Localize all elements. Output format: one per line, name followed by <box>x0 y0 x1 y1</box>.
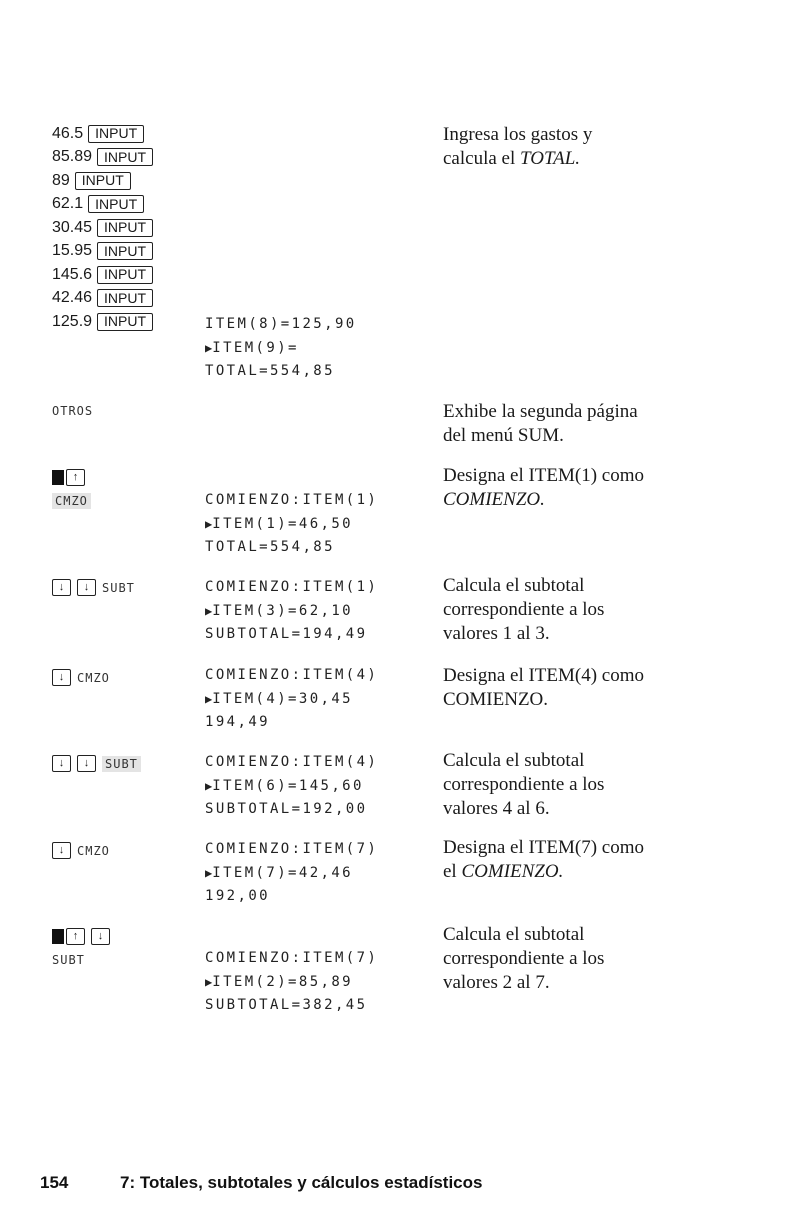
step-down-cmzo <box>52 839 110 863</box>
step-down-cmzo <box>52 666 110 690</box>
display-line: COMIENZO:ITEM(1) <box>205 492 379 508</box>
input-key: INPUT <box>97 219 153 237</box>
entry-value: 42.46 <box>52 289 93 307</box>
down-arrow-key: ↓ <box>77 579 96 596</box>
pointer-icon: ▶ <box>205 974 213 989</box>
input-key: INPUT <box>97 313 153 331</box>
display-line: SUBTOTAL=194,49 <box>205 626 368 642</box>
entry-value: 85.89 <box>52 148 93 166</box>
chapter-title: 7: Totales, subtotales y cálculos estadísticos <box>120 1173 483 1192</box>
input-key: INPUT <box>97 148 153 166</box>
page-footer <box>40 1173 482 1193</box>
down-arrow-key: ↓ <box>91 928 110 945</box>
step-otros <box>52 402 93 420</box>
entry-value: 62.1 <box>52 195 84 213</box>
menu-key-otros: OTROS <box>52 404 94 418</box>
display-line: COMIENZO:ITEM(1) <box>205 579 379 595</box>
display-block-1 <box>205 313 357 384</box>
display-line: ▶ITEM(3)=62,10 <box>205 602 354 619</box>
down-arrow-key: ↓ <box>52 579 71 596</box>
entry-row <box>52 193 153 217</box>
down-arrow-key: ↓ <box>52 842 71 859</box>
description-1: Ingresa los gastos y calcula el TOTAL. <box>443 124 593 169</box>
up-arrow-key: ↑ <box>66 469 85 486</box>
display-line: TOTAL=554,85 <box>205 539 335 555</box>
display-line: TOTAL=554,85 <box>205 363 335 379</box>
display-block-7 <box>205 947 378 1018</box>
description-4: Calcula el subtotal correspondiente a los valores 1 al 3. <box>443 575 605 644</box>
down-arrow-key: ↓ <box>52 755 71 772</box>
display-line: ▶ITEM(4)=30,45 <box>205 690 354 707</box>
display-line: ▶ITEM(2)=85,89 <box>205 973 354 990</box>
keystroke-entries <box>52 122 153 334</box>
menu-key-cmzo: CMZO <box>77 843 110 858</box>
pointer-icon: ▶ <box>205 778 213 793</box>
pointer-icon: ▶ <box>205 603 213 618</box>
display-line: ▶ITEM(7)=42,46 <box>205 864 354 881</box>
display-line: COMIENZO:ITEM(7) <box>205 950 379 966</box>
entry-row <box>52 146 153 170</box>
description-5: Designa el ITEM(4) como COMIENZO. <box>443 665 645 710</box>
pointer-icon: ▶ <box>205 340 213 355</box>
entry-value: 15.95 <box>52 242 93 260</box>
input-key: INPUT <box>88 125 144 143</box>
input-key: INPUT <box>97 266 153 284</box>
display-block-5 <box>205 751 378 822</box>
description-3: Designa el ITEM(1) como COMIENZO. <box>443 465 645 510</box>
description-2: Exhibe la segunda página del menú SUM. <box>443 401 638 446</box>
display-line: ▶ITEM(9)= <box>205 339 299 356</box>
entry-value: 89 <box>52 171 70 189</box>
down-arrow-key: ↓ <box>52 669 71 686</box>
display-line: ▶ITEM(6)=145,60 <box>205 777 364 794</box>
display-line: COMIENZO:ITEM(4) <box>205 667 379 683</box>
input-key: INPUT <box>88 195 144 213</box>
display-line: SUBTOTAL=192,00 <box>205 801 368 817</box>
menu-key-subt: SUBT <box>102 756 141 772</box>
description-8: Calcula el subtotal correspondiente a los valores 2 al 7. <box>443 924 605 993</box>
entry-row <box>52 122 153 146</box>
step-down-down-subt <box>52 576 135 600</box>
display-block-4 <box>205 664 378 735</box>
menu-key-cmzo: CMZO <box>77 670 110 685</box>
input-key: INPUT <box>75 172 131 190</box>
entry-row <box>52 240 153 264</box>
display-block-6 <box>205 838 378 909</box>
shift-key-icon <box>52 470 64 485</box>
menu-key-cmzo: CMZO <box>52 493 91 509</box>
entry-row <box>52 263 153 287</box>
menu-key-subt: SUBT <box>52 953 85 968</box>
display-line: SUBTOTAL=382,45 <box>205 997 368 1013</box>
entry-value: 30.45 <box>52 218 93 236</box>
step-shift-up <box>52 466 91 513</box>
display-line: 194,49 <box>205 714 270 730</box>
display-line: 192,00 <box>205 888 270 904</box>
pointer-icon: ▶ <box>205 865 213 880</box>
menu-key-subt: SUBT <box>102 580 135 595</box>
display-line: COMIENZO:ITEM(7) <box>205 841 379 857</box>
display-block-3 <box>205 576 378 647</box>
entry-row <box>52 287 153 311</box>
display-block-2 <box>205 489 378 560</box>
entry-row <box>52 169 153 193</box>
description-7: Designa el ITEM(7) como el COMIENZO. <box>443 837 645 882</box>
down-arrow-key: ↓ <box>77 755 96 772</box>
up-arrow-key: ↑ <box>66 928 85 945</box>
entry-value: 125.9 <box>52 312 93 330</box>
description-6: Calcula el subtotal correspondiente a los valores 4 al 6. <box>443 750 605 819</box>
entry-row <box>52 310 153 334</box>
pointer-icon: ▶ <box>205 691 213 706</box>
entry-value: 145.6 <box>52 265 93 283</box>
shift-key-icon <box>52 929 64 944</box>
input-key: INPUT <box>97 242 153 260</box>
display-line: ▶ITEM(1)=46,50 <box>205 515 354 532</box>
display-line: COMIENZO:ITEM(4) <box>205 754 379 770</box>
entry-value: 46.5 <box>52 124 84 142</box>
step-shift-up-down-subt <box>52 925 116 972</box>
display-line: ITEM(8)=125,90 <box>205 316 357 332</box>
pointer-icon: ▶ <box>205 516 213 531</box>
step-down-down-subt <box>52 752 141 776</box>
page-number: 154 <box>40 1173 69 1192</box>
input-key: INPUT <box>97 289 153 307</box>
entry-row <box>52 216 153 240</box>
